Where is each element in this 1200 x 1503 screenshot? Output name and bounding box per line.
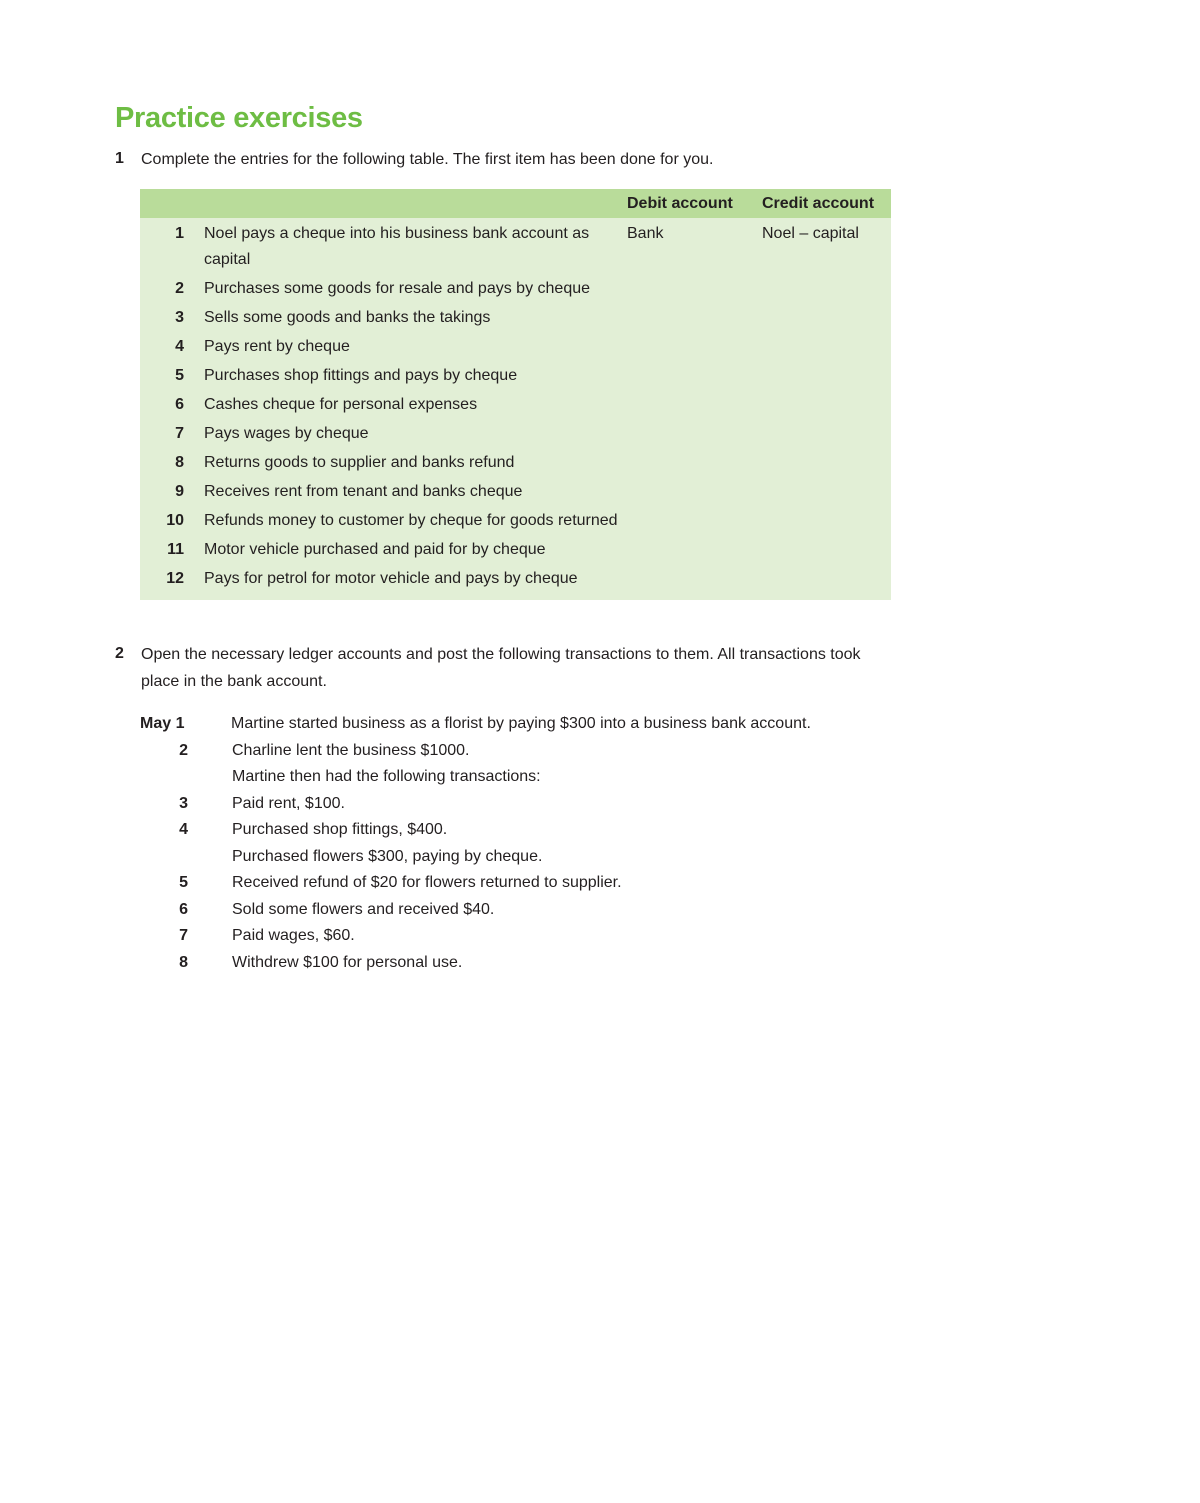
question-2-text: Open the necessary ledger accounts and post the following transactions to them. All transactions took place in the bank account.	[141, 646, 861, 690]
list-item	[140, 870, 900, 897]
table-row	[140, 479, 891, 508]
transaction-text: Withdrew $100 for personal use.	[232, 953, 463, 971]
table-row	[140, 392, 891, 421]
question-1-number: 1	[115, 150, 124, 167]
row-description: Returns goods to supplier and banks refund	[204, 454, 515, 471]
list-item	[140, 923, 900, 950]
row-description: Purchases shop fittings and pays by cheque	[204, 367, 518, 384]
transaction-date: 4	[179, 821, 188, 838]
transaction-date	[140, 764, 188, 791]
transaction-text: Paid wages, $60.	[232, 927, 355, 944]
transaction-text: Paid rent, $100.	[232, 794, 345, 812]
row-description: Sells some goods and banks the takings	[204, 309, 491, 326]
header-debit-account: Debit account	[627, 195, 733, 212]
table-row	[140, 421, 891, 450]
table-header	[140, 189, 891, 218]
row-description: Receives rent from tenant and banks cheque	[204, 483, 523, 500]
row-number: 6	[175, 396, 184, 413]
row-number: 9	[175, 483, 184, 500]
transactions-table	[140, 189, 891, 600]
table-body	[140, 218, 891, 600]
transaction-date	[140, 844, 188, 871]
list-item	[140, 738, 900, 765]
row-description: Purchases some goods for resale and pays by cheque	[204, 280, 591, 297]
row-description: Refunds money to customer by cheque for goods returned	[204, 512, 618, 529]
transaction-text: Martine started business as a florist by paying $300 into a business bank account.	[231, 715, 811, 732]
table-row	[140, 537, 891, 566]
table-row	[140, 566, 891, 595]
question-1-text: Complete the entries for the following table. The first item has been done for you.	[141, 151, 714, 168]
row-number: 4	[175, 338, 184, 355]
transaction-text: Martine then had the following transactions:	[232, 768, 541, 785]
row-description: Cashes cheque for personal expenses	[204, 396, 478, 413]
header-credit-account: Credit account	[762, 195, 875, 212]
transaction-text: Purchased shop fittings, $400.	[232, 821, 448, 838]
question-2-number: 2	[115, 645, 124, 662]
transaction-date: 8	[179, 953, 188, 971]
transaction-text: Charline lent the business $1000.	[232, 741, 470, 759]
list-item	[140, 711, 900, 738]
row-description: Pays rent by cheque	[204, 338, 350, 355]
table-row	[140, 221, 891, 276]
table-row	[140, 450, 891, 479]
list-item	[140, 897, 900, 924]
list-item	[140, 844, 900, 871]
transaction-text: Received refund of $20 for flowers returned to supplier.	[232, 874, 622, 891]
table-row	[140, 334, 891, 363]
row-number: 10	[166, 512, 184, 529]
table-row	[140, 305, 891, 334]
transaction-date: 3	[179, 794, 188, 812]
row-description: Pays wages by cheque	[204, 425, 369, 442]
transaction-date: 2	[179, 741, 188, 759]
transaction-text: Purchased flowers $300, paying by cheque.	[232, 847, 543, 865]
table-row	[140, 363, 891, 392]
list-item	[140, 817, 900, 844]
row-number: 12	[166, 570, 184, 587]
transaction-date: 5	[179, 874, 188, 891]
row-description: Pays for petrol for motor vehicle and pays by cheque	[204, 570, 578, 587]
row-number: 11	[167, 541, 184, 558]
row-description: Motor vehicle purchased and paid for by cheque	[204, 541, 546, 558]
transaction-date: 6	[179, 900, 188, 918]
row-description: Noel pays a cheque into his business bank account as capital	[204, 225, 590, 268]
table-row	[140, 276, 891, 305]
row-number: 3	[175, 309, 184, 326]
row-debit-account: Bank	[627, 225, 664, 242]
row-number: 1	[175, 225, 184, 242]
row-number: 7	[175, 425, 184, 442]
row-number: 8	[175, 454, 184, 471]
transaction-text: Sold some flowers and received $40.	[232, 900, 495, 918]
row-number: 2	[175, 280, 184, 297]
transaction-list	[140, 711, 900, 976]
row-number: 5	[175, 367, 184, 384]
list-item	[140, 950, 900, 977]
page-title: Practice exercises	[115, 102, 363, 134]
list-item	[140, 764, 900, 791]
row-credit-account: Noel – capital	[762, 225, 859, 242]
transaction-date: 7	[179, 927, 188, 944]
list-item	[140, 791, 900, 818]
transaction-date: May 1	[140, 715, 185, 732]
table-row	[140, 508, 891, 537]
